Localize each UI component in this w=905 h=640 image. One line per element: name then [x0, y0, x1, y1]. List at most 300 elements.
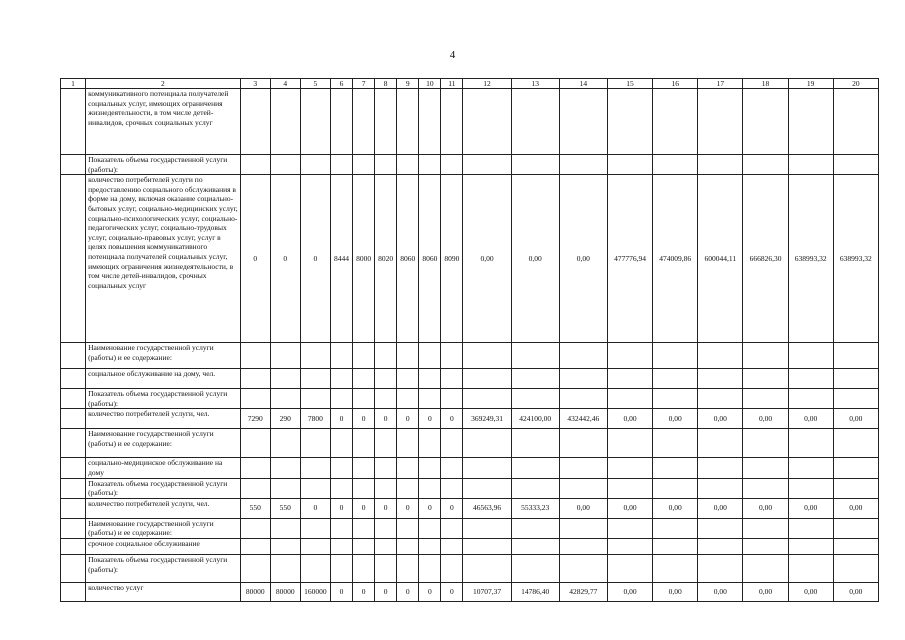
value-cell	[743, 518, 788, 538]
value-cell	[463, 155, 511, 175]
table-row	[61, 458, 879, 478]
value-cell	[788, 369, 833, 389]
value-cell	[240, 89, 270, 155]
value-cell	[300, 343, 330, 369]
value-cell	[653, 155, 698, 175]
value-cell	[833, 554, 878, 582]
row-label: социальное обслуживание на дому, чел.	[86, 369, 241, 389]
value-cell	[300, 554, 330, 582]
value-cell: 0	[270, 175, 300, 343]
value-cell	[743, 478, 788, 498]
value-cell	[441, 429, 463, 458]
value-cell	[330, 343, 352, 369]
value-cell	[240, 429, 270, 458]
value-cell: 0	[441, 409, 463, 429]
value-cell	[419, 478, 441, 498]
value-cell	[511, 369, 559, 389]
value-cell	[607, 155, 652, 175]
value-cell: 160000	[300, 582, 330, 601]
value-cell	[511, 538, 559, 554]
value-cell	[330, 429, 352, 458]
value-cell: 0	[375, 409, 397, 429]
value-cell	[559, 369, 607, 389]
value-cell	[375, 343, 397, 369]
value-cell	[353, 429, 375, 458]
table-row	[61, 369, 879, 389]
value-cell: 0	[419, 582, 441, 601]
value-cell	[270, 538, 300, 554]
column-header: 20	[833, 79, 878, 89]
value-cell	[419, 458, 441, 478]
value-cell: 477776,94	[607, 175, 652, 343]
value-cell: 0,00	[788, 582, 833, 601]
row-label: Показатель объема государственной услуги (работы):	[86, 478, 241, 498]
value-cell	[463, 478, 511, 498]
column-header: 12	[463, 79, 511, 89]
column-header: 14	[559, 79, 607, 89]
value-cell: 0	[397, 582, 419, 601]
column-header: 4	[270, 79, 300, 89]
row-label: Наименование государственной услуги (работы) и ее содержание:	[86, 429, 241, 458]
value-cell	[833, 538, 878, 554]
value-cell	[833, 369, 878, 389]
column-header: 19	[788, 79, 833, 89]
value-cell	[419, 518, 441, 538]
row-label: количество потребителей услуги, чел.	[86, 409, 241, 429]
value-cell	[419, 155, 441, 175]
value-cell	[463, 369, 511, 389]
value-cell	[353, 369, 375, 389]
value-cell	[330, 155, 352, 175]
value-cell: 0,00	[607, 498, 652, 518]
row-number-cell	[61, 369, 86, 389]
value-cell	[607, 478, 652, 498]
value-cell	[375, 538, 397, 554]
value-cell	[788, 89, 833, 155]
value-cell: 0	[419, 498, 441, 518]
value-cell	[270, 554, 300, 582]
value-cell: 10707,37	[463, 582, 511, 601]
value-cell	[375, 89, 397, 155]
value-cell	[833, 89, 878, 155]
value-cell	[833, 155, 878, 175]
value-cell	[397, 369, 419, 389]
value-cell	[240, 538, 270, 554]
value-cell	[833, 429, 878, 458]
value-cell	[463, 429, 511, 458]
value-cell: 0	[300, 498, 330, 518]
column-header: 7	[353, 79, 375, 89]
column-header: 10	[419, 79, 441, 89]
value-cell	[270, 343, 300, 369]
value-cell	[698, 389, 743, 409]
value-cell	[353, 343, 375, 369]
value-cell	[397, 429, 419, 458]
value-cell: 0,00	[698, 409, 743, 429]
value-cell	[607, 518, 652, 538]
table-row	[61, 429, 879, 458]
row-number-cell	[61, 343, 86, 369]
table-row	[61, 538, 879, 554]
value-cell	[419, 343, 441, 369]
value-cell: 8060	[419, 175, 441, 343]
row-label: количество потребителей услуги, чел.	[86, 498, 241, 518]
value-cell: 8444	[330, 175, 352, 343]
row-number-cell	[61, 518, 86, 538]
value-cell	[375, 458, 397, 478]
value-cell: 0,00	[653, 498, 698, 518]
value-cell	[397, 554, 419, 582]
value-cell	[270, 89, 300, 155]
value-cell: 369249,31	[463, 409, 511, 429]
row-number-cell	[61, 458, 86, 478]
row-number-cell	[61, 478, 86, 498]
value-cell	[788, 343, 833, 369]
value-cell	[743, 343, 788, 369]
value-cell	[270, 518, 300, 538]
row-number-cell	[61, 175, 86, 343]
row-number-cell	[61, 582, 86, 601]
value-cell	[559, 155, 607, 175]
value-cell: 638993,32	[788, 175, 833, 343]
value-cell	[353, 538, 375, 554]
value-cell	[788, 518, 833, 538]
table-row	[61, 155, 879, 175]
value-cell	[698, 538, 743, 554]
value-cell: 0	[300, 175, 330, 343]
column-header: 5	[300, 79, 330, 89]
value-cell: 0,00	[559, 498, 607, 518]
budget-table	[60, 78, 879, 602]
value-cell	[653, 89, 698, 155]
value-cell: 0,00	[559, 175, 607, 343]
value-cell	[743, 155, 788, 175]
value-cell	[511, 554, 559, 582]
value-cell	[240, 458, 270, 478]
value-cell: 7290	[240, 409, 270, 429]
value-cell	[375, 389, 397, 409]
value-cell	[375, 478, 397, 498]
value-cell	[375, 518, 397, 538]
value-cell	[419, 538, 441, 554]
value-cell: 290	[270, 409, 300, 429]
value-cell	[419, 429, 441, 458]
value-cell	[698, 429, 743, 458]
value-cell	[698, 369, 743, 389]
value-cell: 0	[375, 498, 397, 518]
value-cell	[559, 389, 607, 409]
value-cell	[463, 458, 511, 478]
value-cell	[240, 155, 270, 175]
table-row	[61, 389, 879, 409]
column-header: 18	[743, 79, 788, 89]
value-cell: 0	[441, 498, 463, 518]
value-cell: 550	[270, 498, 300, 518]
value-cell	[788, 478, 833, 498]
value-cell	[559, 478, 607, 498]
value-cell	[698, 554, 743, 582]
value-cell	[698, 155, 743, 175]
value-cell	[330, 369, 352, 389]
value-cell: 666826,30	[743, 175, 788, 343]
value-cell	[441, 458, 463, 478]
value-cell	[607, 554, 652, 582]
value-cell: 432442,46	[559, 409, 607, 429]
value-cell	[441, 155, 463, 175]
value-cell	[330, 478, 352, 498]
value-cell	[607, 89, 652, 155]
row-label: Показатель объема государственной услуги (работы):	[86, 554, 241, 582]
value-cell: 0,00	[607, 582, 652, 601]
value-cell	[419, 554, 441, 582]
value-cell: 0,00	[607, 409, 652, 429]
value-cell	[240, 478, 270, 498]
value-cell	[270, 429, 300, 458]
value-cell	[397, 518, 419, 538]
value-cell	[653, 389, 698, 409]
value-cell	[397, 538, 419, 554]
table-row	[61, 582, 879, 601]
value-cell	[788, 538, 833, 554]
value-cell	[788, 554, 833, 582]
value-cell: 0,00	[698, 498, 743, 518]
value-cell	[511, 518, 559, 538]
column-header: 9	[397, 79, 419, 89]
row-number-cell	[61, 89, 86, 155]
row-label: Наименование государственной услуги (работы) и ее содержание:	[86, 518, 241, 538]
value-cell	[511, 89, 559, 155]
value-cell	[419, 369, 441, 389]
value-cell	[353, 518, 375, 538]
value-cell	[441, 369, 463, 389]
row-number-cell	[61, 554, 86, 582]
value-cell: 42829,77	[559, 582, 607, 601]
row-label: Наименование государственной услуги (работы) и ее содержание:	[86, 343, 241, 369]
value-cell	[353, 389, 375, 409]
value-cell	[743, 538, 788, 554]
row-label: срочное социальное обслуживание	[86, 538, 241, 554]
value-cell	[788, 429, 833, 458]
value-cell	[419, 89, 441, 155]
value-cell: 0,00	[788, 409, 833, 429]
value-cell	[441, 343, 463, 369]
value-cell	[511, 478, 559, 498]
value-cell	[559, 343, 607, 369]
value-cell	[653, 458, 698, 478]
value-cell: 0,00	[833, 582, 878, 601]
value-cell	[240, 343, 270, 369]
table-row	[61, 518, 879, 538]
value-cell	[330, 554, 352, 582]
value-cell	[375, 369, 397, 389]
value-cell	[300, 458, 330, 478]
row-label: социально-медицинское обслуживание на дому	[86, 458, 241, 478]
value-cell: 0,00	[788, 498, 833, 518]
value-cell: 0,00	[833, 498, 878, 518]
value-cell	[511, 458, 559, 478]
value-cell: 424100,00	[511, 409, 559, 429]
value-cell	[511, 155, 559, 175]
value-cell	[463, 389, 511, 409]
value-cell: 0	[441, 582, 463, 601]
value-cell	[353, 554, 375, 582]
value-cell	[698, 478, 743, 498]
value-cell	[743, 458, 788, 478]
column-header: 11	[441, 79, 463, 89]
value-cell: 0,00	[463, 175, 511, 343]
value-cell: 600044,11	[698, 175, 743, 343]
value-cell: 7800	[300, 409, 330, 429]
value-cell	[330, 458, 352, 478]
value-cell	[743, 554, 788, 582]
value-cell: 8090	[441, 175, 463, 343]
value-cell	[441, 89, 463, 155]
value-cell	[300, 369, 330, 389]
value-cell	[698, 458, 743, 478]
value-cell: 8060	[397, 175, 419, 343]
value-cell: 0,00	[833, 409, 878, 429]
row-label: Показатель объема государственной услуги (работы):	[86, 155, 241, 175]
value-cell: 80000	[270, 582, 300, 601]
value-cell	[270, 458, 300, 478]
value-cell: 0	[353, 498, 375, 518]
value-cell	[833, 518, 878, 538]
value-cell	[559, 89, 607, 155]
value-cell	[240, 518, 270, 538]
value-cell	[300, 89, 330, 155]
value-cell	[330, 538, 352, 554]
value-cell	[397, 343, 419, 369]
table-row	[61, 498, 879, 518]
table-row	[61, 478, 879, 498]
value-cell	[330, 389, 352, 409]
value-cell	[559, 538, 607, 554]
row-number-cell	[61, 155, 86, 175]
page-number: 4	[449, 49, 456, 61]
value-cell	[353, 155, 375, 175]
value-cell: 8020	[375, 175, 397, 343]
table-row	[61, 89, 879, 155]
value-cell: 0	[330, 409, 352, 429]
column-header: 16	[653, 79, 698, 89]
table-row	[61, 175, 879, 343]
value-cell	[559, 554, 607, 582]
row-number-cell	[61, 538, 86, 554]
value-cell: 474009,86	[653, 175, 698, 343]
value-cell	[559, 458, 607, 478]
value-cell	[270, 155, 300, 175]
row-label: Показатель объема государственной услуги (работы):	[86, 389, 241, 409]
value-cell: 0	[419, 409, 441, 429]
value-cell: 0	[330, 498, 352, 518]
row-number-cell	[61, 429, 86, 458]
value-cell	[833, 389, 878, 409]
value-cell	[300, 389, 330, 409]
value-cell	[653, 343, 698, 369]
column-header: 15	[607, 79, 652, 89]
value-cell: 0,00	[743, 498, 788, 518]
value-cell: 0	[353, 409, 375, 429]
column-header: 17	[698, 79, 743, 89]
value-cell	[833, 458, 878, 478]
row-label: количество потребителей услуги по предоставлению социального обслуживания в форме на дому, включая оказание социально-бытовых услуг, социально-медицинских услуг, социально-психологических услуг, социально-педагогических услуг, социально-трудовых услуг, социально-правовых услуг, услуг в целях повышения коммуникативного потенциала получателей социальных услуг, имеющих ограничения жизнедеятельности, в том числе детей-инвалидов, срочных социальных услуг	[86, 175, 241, 343]
value-cell	[300, 155, 330, 175]
value-cell	[330, 89, 352, 155]
table-row	[61, 409, 879, 429]
value-cell	[463, 554, 511, 582]
value-cell	[397, 458, 419, 478]
value-cell: 0	[375, 582, 397, 601]
column-header: 6	[330, 79, 352, 89]
value-cell	[788, 389, 833, 409]
column-header: 13	[511, 79, 559, 89]
row-number-cell	[61, 389, 86, 409]
value-cell	[397, 478, 419, 498]
value-cell	[240, 369, 270, 389]
column-header: 1	[61, 79, 86, 89]
value-cell	[833, 478, 878, 498]
value-cell	[419, 389, 441, 409]
column-header: 3	[240, 79, 270, 89]
value-cell	[353, 478, 375, 498]
value-cell: 0,00	[653, 582, 698, 601]
value-cell	[270, 478, 300, 498]
value-cell	[353, 89, 375, 155]
value-cell	[653, 518, 698, 538]
value-cell	[441, 389, 463, 409]
value-cell	[653, 538, 698, 554]
column-header: 2	[86, 79, 241, 89]
value-cell	[397, 89, 419, 155]
value-cell	[743, 89, 788, 155]
value-cell: 0,00	[653, 409, 698, 429]
table-row	[61, 343, 879, 369]
value-cell	[559, 518, 607, 538]
value-cell	[607, 429, 652, 458]
value-cell: 14786,40	[511, 582, 559, 601]
value-cell	[607, 538, 652, 554]
value-cell	[300, 538, 330, 554]
value-cell: 0	[330, 582, 352, 601]
value-cell	[698, 89, 743, 155]
value-cell	[698, 343, 743, 369]
value-cell	[441, 478, 463, 498]
value-cell	[441, 518, 463, 538]
value-cell: 0,00	[743, 582, 788, 601]
value-cell	[788, 458, 833, 478]
value-cell	[743, 369, 788, 389]
value-cell: 0,00	[511, 175, 559, 343]
value-cell	[270, 369, 300, 389]
table-row	[61, 554, 879, 582]
value-cell	[463, 89, 511, 155]
value-cell	[240, 389, 270, 409]
value-cell	[788, 155, 833, 175]
value-cell	[375, 429, 397, 458]
value-cell	[463, 518, 511, 538]
value-cell	[698, 518, 743, 538]
value-cell: 0	[240, 175, 270, 343]
value-cell	[511, 343, 559, 369]
value-cell	[653, 369, 698, 389]
value-cell	[463, 343, 511, 369]
value-cell: 0,00	[743, 409, 788, 429]
column-header: 8	[375, 79, 397, 89]
value-cell	[441, 554, 463, 582]
value-cell	[375, 554, 397, 582]
value-cell	[653, 554, 698, 582]
value-cell	[559, 429, 607, 458]
